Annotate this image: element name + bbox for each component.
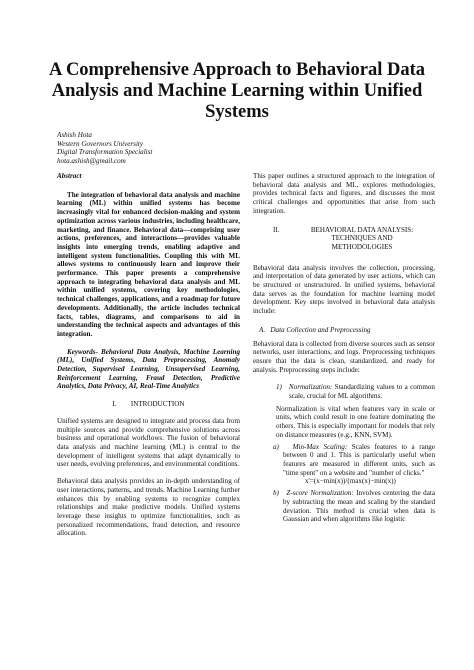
list-item-label: b) Z-score Normalization: <box>273 489 354 498</box>
keywords: Keywords- Behavioral Data Analysis, Machine Learning (ML), Unified Systems, Data Preprocessing, Anomaly Detection, Supervised Learning, Unsupervised Learning, Reinforcement Learning, Fraud Detection, Predictive Analytics, Data Privacy, AI, Real-Time Analytics <box>57 347 240 391</box>
section-heading-behavioral <box>253 226 435 252</box>
author-role: Digital Transformation Specialist <box>57 148 153 157</box>
section-heading-line-3: METHODOLOGIES <box>331 242 393 251</box>
list-item-label: 1) Normalization: <box>276 383 333 392</box>
list-item-z-score <box>253 489 435 524</box>
left-column <box>57 172 240 546</box>
paper-title: A Comprehensive Approach to Behavioral Data Analysis and Machine Learning within Unified Systems <box>48 60 425 122</box>
abstract-label: Abstract <box>57 172 82 180</box>
list-item-min-max <box>253 443 435 478</box>
list-item-label: a) Min-Max Scaling: <box>273 442 348 451</box>
author-name: Ashish Hota <box>57 131 92 139</box>
section2-paragraph-1: Behavioral data analysis involves the collection, processing, and interpretation of data generated by user actions, which can be structured or unstructured. In unified systems, behavioral data serves as the foundation for machine learning model development. Key steps involved in behavioral data analysis include: <box>253 263 435 316</box>
list-item-text: Involves centering the data by subtracting the mean and scaling by the standard deviation. This method is crucial when data is Gaussian and when algorithms like logistic <box>283 489 435 524</box>
section-heading-line-2: TECHNIQUES AND <box>331 234 393 243</box>
intro-paragraph-2: Behavioral data analysis provides an in-depth understanding of user interactions, patterns, and trends. Machine Learning further enhances this by enabling systems to recognize complex relationships and make predictive models. Unified systems leverage these insights to optimize functionalities, such as personalized recommendations, fraud detection, and resource allocation. <box>57 477 240 538</box>
section-number: II. <box>273 225 280 234</box>
normalization-paragraph: Normalization is vital when features vary in scale or units, which could result in one feature dominating the others. This is especially important for models that rely on distance measures (e.g., KNN, SVM). <box>276 404 435 439</box>
subsection-a-paragraph: Behavioral data is collected from diverse sources such as sensor networks, user interactions, and logs. Preprocessing techniques ensure that the data is clean, standardized, and ready for analysis. Preprocessing steps include: <box>253 339 435 374</box>
min-max-formula: x'=(x−min(x))/(max(x)−min(x)) <box>305 477 396 486</box>
author-block <box>57 131 152 166</box>
list-item-text: Standardizing values to a common scale, crucial for ML algorithms. <box>289 383 435 401</box>
right-intro-paragraph: This paper outlines a structured approach to the integration of behavioral data analysis and ML, explores methodologies, provides technical facts and figures, and discusses the most critical challenges and opportunities that arise from such integration. <box>253 172 435 215</box>
intro-paragraph-1: Unified systems are designed to integrate and process data from multiple sources and provide comprehensive solutions across business and operational workflows. The fusion of behavioral data analysis and machine learning (ML) is central to the development of intelligent systems that adapt dynamically to user needs, evolving preferences, and environmental conditions. <box>57 416 240 469</box>
abstract-text: The integration of behavioral data analysis and machine learning (ML) within unified systems has become increasingly vital for enhanced decision-making and system optimization across various industries, including healthcare, marketing, and finance. Behavioral data—comprising user actions, preferences, and interactions—provides valuable insights into emerging trends, enabling adaptive and intelligent system functionalities. Coupling this with ML allows systems to continuously learn and improve their performance. This paper presents a comprehensive approach to integrating behavioral data analysis and ML within unified systems, covering key methodologies, technical challenges, applications, and a roadmap for future developments. Additionally, the article includes technical facts, tables, diagrams, and comparisons to aid in understanding the technical aspects and advantages of this integration. <box>57 190 240 338</box>
list-item-normalization <box>253 383 435 400</box>
author-email: hota.ashish@gmail.com <box>57 157 126 166</box>
section-heading-line-1: BEHAVIORAL DATA ANALYSIS: <box>310 225 414 234</box>
section-heading-introduction: I. INTRODUCTION <box>112 400 185 409</box>
subsection-a-heading: A. Data Collection and Preprocessing <box>259 325 371 334</box>
right-column <box>253 172 435 527</box>
author-affiliation: Western Governors University <box>57 139 144 148</box>
list-item-text: Scales features to a range between 0 and 1. This is particularly useful when features are measured in different units, such as "time spent" on a website and "number of clicks." <box>283 442 436 477</box>
